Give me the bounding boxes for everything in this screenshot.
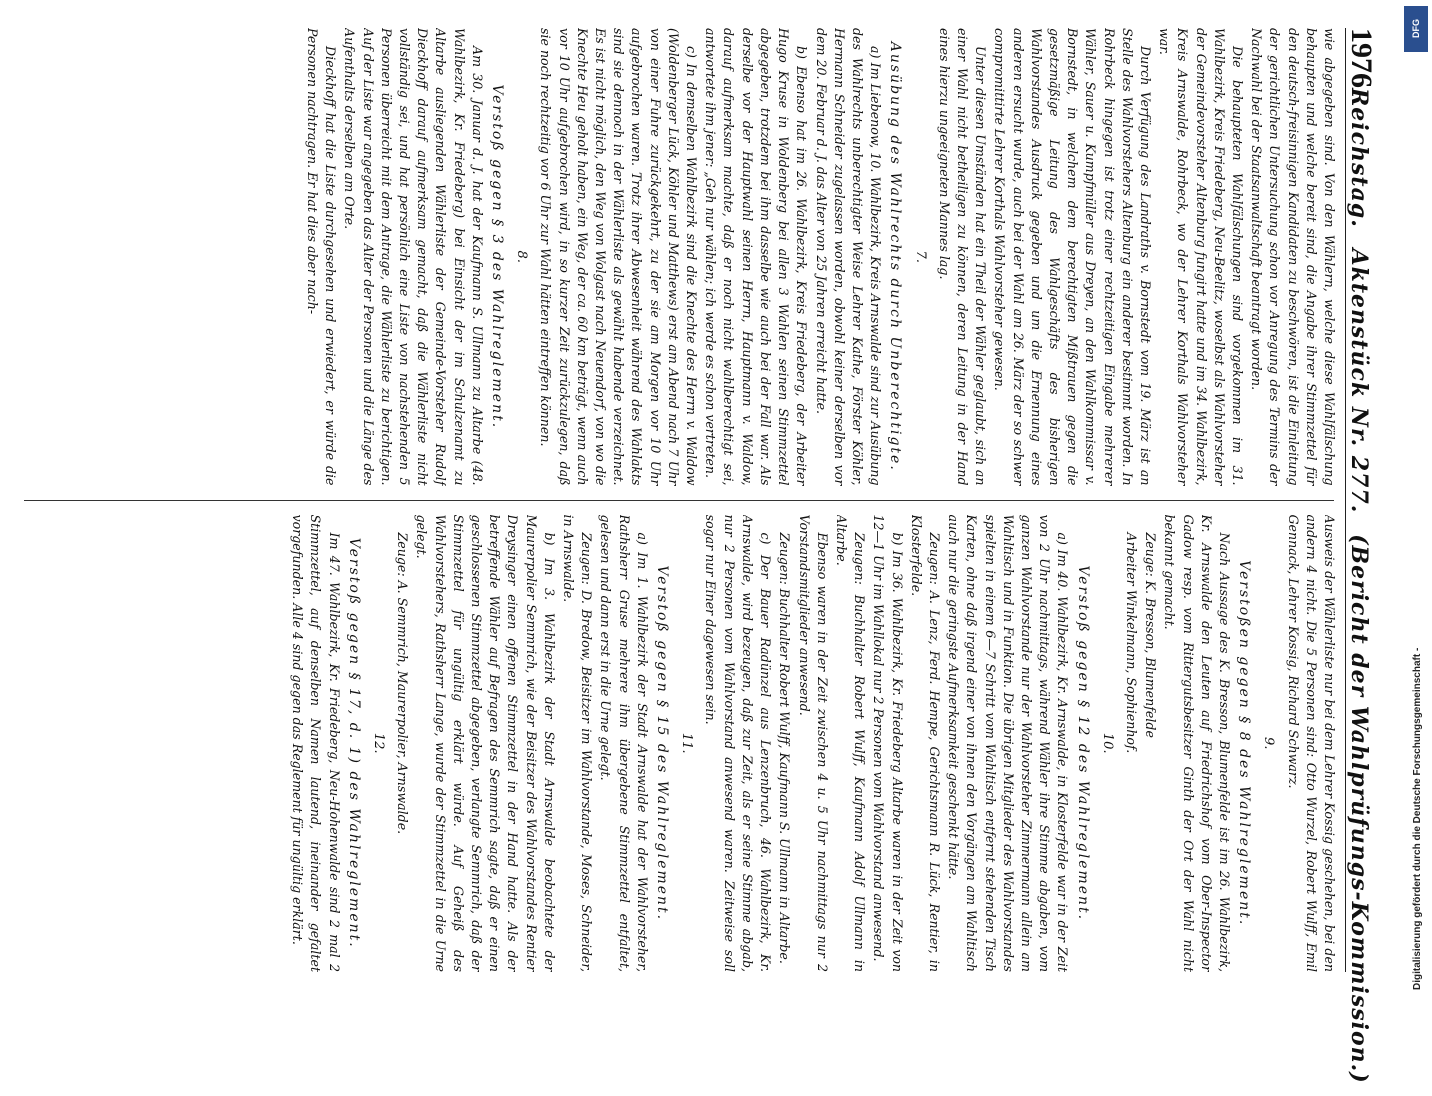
paragraph: Arbeiter Winkelmann, Sophienhof. (1123, 532, 1139, 754)
paragraph: Zeugen: Buchhalter Robert Wulff, Kaufmann S. Ullmann in Altarbe. (777, 532, 793, 964)
paragraph: Ausweis der Wählerliste nur bei dem Lehrer Kossig geschehen, bei den andern 4 nicht. Die 5 Personen sind: Otto Wurzel, Robert Wulff, Emil Gennack, Lehrer Kossig, Richard Schwarz. (1285, 514, 1337, 973)
paragraph: Nach Aussage des K. Bresson, Blumenfelde ist im 26. Wahlbezirk, Kr. Arnswalde den Leuten auf Friedrichshof vom Ober-Inspector Gadow resp. vom Rittergutsbesitzer Ginth der Ort der Wahl nicht bekannt gemacht. (1162, 514, 1232, 973)
section-number: 8. (514, 250, 530, 263)
running-title-part: Aktenstück Nr. 277. (1346, 248, 1372, 514)
paragraph: Durch Verfügung des Landraths v. Bornstedt vom 19. März ist an Stelle des Wahlvorstehers Altenburg ein anderer bestimmt worden. In Rohrbeck hingegen ist trotz einer rechtzeitigen Eingabe mehrerer Wähler, Sauer u. Kumpfmüller aus Dreyen, an den Wahlkommissar v. Bornstedt, in welchem dem berechtigten Mißtrauen gegen die gesetzmäßige Leitung des Wahlgeschäfts des bisherigen Wahlvorstandes Ausdruck gegeben und um die Ernennung eines anderen ersucht wurde, auch bei der Wahl am 26. März der so schwer compromittirte Lehrer Korthals Wahlvorsteher gewesen. (992, 28, 1153, 486)
paragraph: Zeugen: Buchhalter Robert Wulff, Kaufmann Adolf Ullmann in Altarbe. (833, 514, 868, 973)
paragraph: Unter diesen Umständen hat ein Theil der Wähler geglaubt, sich an einer Wahl nicht betheiligen zu können, deren Leitung in der Hand eines hierzu ungeeigneten Mannes lag. (936, 28, 989, 486)
paragraph: c) In demselben Wahlbezirk sind die Knechte des Herrn v. Waldow (Woldenberger Lück, Köhler und Matthews) erst am Abend nach 7 Uhr von einer Fuhre zurückgekehrt, zu der sie am Morgen vor 10 Uhr aufgebrochen waren. Trotz ihrer Abwesenheit während des Wahlakts sind sie dennoch in der Wählerliste als gewählt habende verzeichnet. Es ist nicht möglich, den Weg von Wolgast nach Neuendorf, von wo die Knechte Heu geholt haben, ein Weg, der ca. 60 km beträgt, wenn auch vor 10 Uhr aufgebrochen wird, in so kurzer Zeit zurückzulegen, daß sie noch rechtzeitig vor 6 Uhr zur Wahl hätten eintreffen können. (538, 28, 700, 486)
paragraph: Zeuge: K. Bresson, Blumenfelde (1143, 532, 1159, 738)
section-heading: Verstoß gegen § 12 des Wahlreglement. (1074, 565, 1091, 922)
section-heading: Verstoßen gegen § 8 des Wahlreglement. (1236, 560, 1253, 927)
right-column (18, 515, 1338, 973)
paragraph: Ebenso waren in der Zeit zwischen 4 u. 5 Uhr nachmittags nur 2 Vorstandsmitglieder anwesend. (796, 514, 830, 973)
section-heading: Verstoß gegen § 17, d. 1) des Wahlreglement. (345, 537, 362, 949)
paragraph: c) Der Bauer Radünzel aus Lenzenbruch, 46. Wahlbezirk, Kr. Arnswalde, wird bezeugen, daß zur Zeit, als er seine Stimme abgab, nur 2 Personen vom Wahlvorstand anwesend waren. Zeitweise soll sogar nur Einer dagewesen sein. (703, 514, 774, 973)
paragraph: Dieckhoff hat die Liste durchgesehen und erwiedert, er würde die Personen nachtragen. Er hat dies aber nach- (305, 28, 339, 486)
left-column (18, 28, 1338, 486)
paragraph: Zeugen: A. Lenz, Ferd. Hempe, Gerichtsmann R. Lück, Rentier, in Klosterfelde. (908, 514, 942, 973)
paragraph: Die behaupteten Wahlfälschungen sind vorgekommen im 31. Wahlbezirk, Kreis Friedeberg, Neu-Beelitz, woselbst als Wahlvorsteher der Gemeindevorsteher Altenburg fungirt hatte und im 34. Wahlbezirk, Kreis Arnswalde, Rohrbeck, wo der Lehrer Korthals Wahlvorsteher war. (1157, 28, 1245, 486)
running-title (1346, 88, 1372, 1096)
paragraph: Zeuge: A. Semmrich, Maurerpolier, Arnswalde. (395, 532, 411, 835)
digitization-caption: Digitalisierung gefördert durch die Deutsche Forschungsgemeinschaft - (1412, 647, 1423, 990)
section-number: 10. (1099, 732, 1115, 754)
text-columns (18, 28, 1338, 972)
section-number: 12. (371, 732, 387, 754)
page-number: 1976 (1345, 28, 1378, 88)
section-number: 7. (912, 250, 928, 263)
dfg-logo: DFG (1404, 6, 1428, 52)
paragraph: Zeugen: D. Bredow, Beisitzer im Wahlvorstande, Moses, Schneider, in Arnswalde. (561, 514, 595, 973)
page-header (1345, 28, 1382, 1084)
section-number: 9. (1261, 737, 1277, 750)
column-divider (24, 500, 1334, 501)
digitization-sidebar (1400, 0, 1432, 1000)
running-title-part: Reichstag. (1346, 88, 1372, 228)
paragraph: b) Ebenso hat im 26. Wahlbezirk, Kreis Friedeberg, der Arbeiter Hugo Kruse in Woldenberg bei allen 3 Wahlen seinen Stimmzettel abgegeben, trotzdem bei ihm dasselbe wie auch bei der Fall war. Als derselbe vor der Hauptwahl seinen Herrn, Hauptmann v. Waldow, darauf aufmerksam machte, daß er noch nicht wahlberechtigt sei, antwortete ihm jener: „Geh nur wählen; ich werde es schon vertreten. (703, 28, 810, 486)
paragraph: a) Im Liebenow, 10. Wahlbezirk, Kreis Arnswalde sind zur Ausübung des Wahlrechts unberechtigter Weise Lehrer Kathe, Förster Köhler, Hermann Schneider zugelassen worden, obwohl keiner derselben vor dem 20. Februar d. J. das Alter von 25 Jahren erreicht hatte. (813, 28, 884, 486)
paragraph: wie abgegeben sind. Von den Wählern, welche diese Wahlfälschung behaupten und welche bereit sind, die Angabe ihrer Stimmzettel für den deutsch-freisinnigen Kandidaten zu beschwören, ist die Einleitung der gerichtlichen Untersuchung schon vor Anregung des Termins der Nachwahl bei der Staatsanwaltschaft beantragt worden. (1249, 28, 1337, 486)
section-number: 11. (679, 732, 695, 754)
section-heading: Verstoß gegen § 15 des Wahlreglement. (654, 565, 671, 922)
section-heading: Ausübung des Wahlrechts durch Unberechtigte. (887, 41, 904, 472)
paragraph: Am 30. Januar d. J. hat der Kaufmann S. Ullmann zu Altarbe (48. Wahlbezirk, Kr. Friedeberg) bei Einsicht der im Schulzenamt zu Altarbe ausliegenden Wählerliste der Gemeinde-Vorsteher Rudolf Dieckhoff darauf aufmerksam gemacht, daß die Wählerliste nicht vollständig sei, und hat persönlich eine Liste von nachstehenden 5 Personen überreicht mit dem Antrage, die Wählerliste zu berichtigen. Auf der Liste war angegeben das Alter der Personen und die Länge des Aufenthalts derselben am Orte. (342, 28, 485, 486)
running-title-part: (Bericht der Wahlprüfungs-Kommission.) (1346, 534, 1372, 1084)
paragraph: b) Im 3. Wahlbezirk der Stadt Arnswalde beobachtete der Maurerpolier Semmrich, wie der Beisitzer des Wahlvorstandes Rentier Dreysinger einen offenen Stimmzettel in der Hand hatte. Als der betreffende Wähler auf Befragen des Semmrich sagte, daß er einen geschlossenen Stimmzettel abgegeben, verlangte Semmrich, daß der Stimmzettel für ungültig erklärt würde. Auf Geheiß des Wahlvorstehers, Rathsherr Lange, wurde der Stimmzettel in die Urne gelegt. (414, 514, 557, 973)
paragraph: b) Im 36. Wahlbezirk, Kr. Friedeberg Altarbe waren in der Zeit von 12—1 Uhr im Wahllokal nur 2 Personen vom Wahlvorstand anwesend. (871, 514, 905, 973)
section-heading: Verstoß gegen § 3 des Wahlreglement. (489, 84, 506, 430)
paragraph: Im 47. Wahlbezirk, Kr. Friedeberg, Neu-Hohenwalde sind 2 mal 2 Stimmzettel, auf denselben Namen lautend, ineinander gefaltet vorgefunden. Alle 4 sind gegen das Reglement für ungültig erklärt. (290, 514, 342, 973)
paragraph: a) Im 40. Wahlbezirk, Kr. Arnswalde, in Klosterfelde war in der Zeit von 2 Uhr nachmittags, während Wähler ihre Stimme abgaben, vom ganzen Wahlvorstande nur der Wahlvorsteher Zimmermann allein am Wahltisch und in Funktion. Die übrigen Mitglieder des Wahlvorstandes spielten in einem 6—7 Schritt vom Wahltisch entfernt stehenden Tisch Karten, ohne daß irgend einer von ihnen den Vorgängen am Wahltisch auch nur die geringste Aufmerksamkeit geschenkt hätte. (946, 514, 1071, 973)
paragraph: a) Im 1. Wahlbezirk der Stadt Arnswalde hat der Wahlvorsteher, Rathsherr Gruse mehrere ihm übergebene Stimmzettel entfaltet, gelesen und dann erst in die Urne gelegt. (598, 514, 650, 973)
